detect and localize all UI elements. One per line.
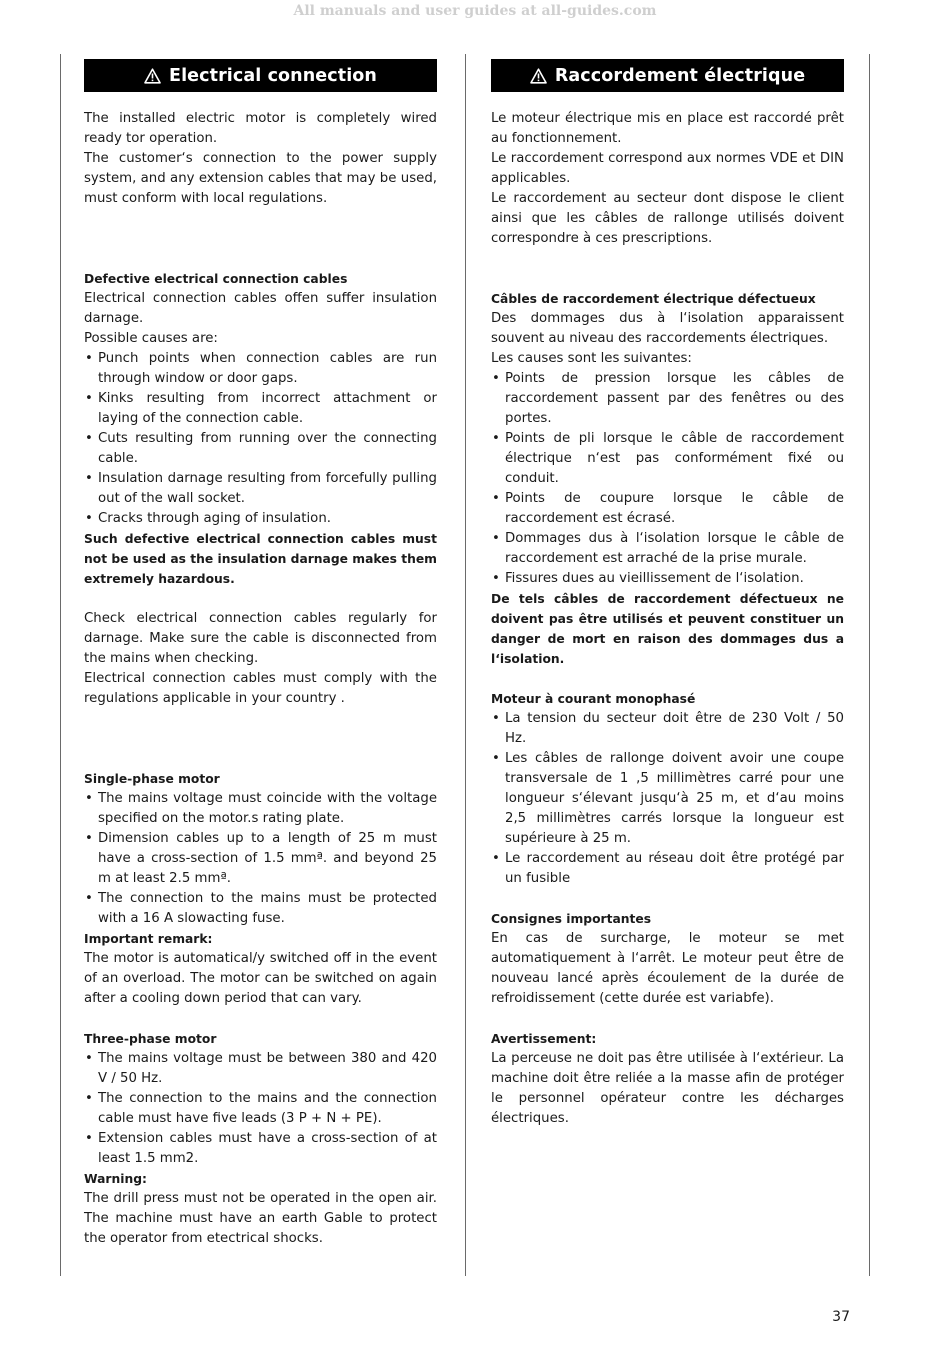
paragraph: The motor is automatical/y switched off in the event of an overload. The motor can be switched on again after a cooling down period that can vary. — [84, 951, 437, 1006]
warning-triangle-icon — [144, 68, 161, 84]
list-item: • Fissures dues au vieillissement de l‘isolation. — [491, 569, 844, 589]
list-item: • Points de coupure lorsque le câble de raccordement est écrasé. — [491, 489, 844, 529]
right-margin-rule — [869, 54, 870, 1276]
list-item: • Insulation darnage resulting from forcefully pulling out of the wall socket. — [84, 469, 437, 509]
section-title: Electrical connection — [169, 65, 377, 86]
list-item: • Cuts resulting from running over the connecting cable. — [84, 429, 437, 469]
paragraph: The installed electric motor is completely wired ready tor operation. — [84, 111, 437, 146]
paragraph: Les causes sont les suivantes: — [491, 351, 692, 366]
three-phase-list — [84, 1049, 437, 1169]
list-item: • La tension du secteur doit être de 230 Volt / 50 Hz. — [491, 709, 844, 749]
subheading-single-phase: Single-phase motor — [84, 772, 220, 786]
bold-warning-paragraph: Such defective electrical connection cables must not be used as the insulation darnage makes them extremely hazardous. — [84, 532, 437, 586]
warning-triangle-icon — [530, 68, 547, 84]
subheading-important-remark: Important remark: — [84, 932, 213, 946]
causes-list — [491, 369, 844, 589]
paragraph: The drill press must not be operated in the open air. The machine must have an earth Gable to protect the operator from etectrical shocks. — [84, 1191, 437, 1246]
list-item: • Points de pli lorsque le câble de raccordement électrique n‘est pas conformément fixé ou conduit. — [491, 429, 844, 489]
paragraph: Check electrical connection cables regularly for darnage. Make sure the cable is disconnected from the mains when checking. — [84, 611, 437, 666]
paragraph: Possible causes are: — [84, 331, 218, 346]
causes-list — [84, 349, 437, 529]
list-item: • The mains voltage must be between 380 and 420 V / 50 Hz. — [84, 1049, 437, 1089]
list-item: • Cracks through aging of insulation. — [84, 509, 437, 529]
list-item: • Le raccordement au réseau doit être protégé par un fusible — [491, 849, 844, 889]
paragraph: Electrical connection cables must comply with the regulations applicable in your country . — [84, 671, 437, 706]
paragraph: Le raccordement correspond aux normes VDE et DIN applicables. — [491, 151, 844, 186]
subheading-warning: Avertissement: — [491, 1032, 597, 1046]
single-phase-list — [491, 709, 844, 889]
list-item: • Dommages dus à l‘isolation lorsque le câble de raccordement est arraché de la prise murale. — [491, 529, 844, 569]
list-item: • Kinks resulting from incorrect attachment or laying of the connection cable. — [84, 389, 437, 429]
subheading-defective-cables: Câbles de raccordement électrique défectueux — [491, 292, 816, 306]
list-item: • Points de pression lorsque les câbles de raccordement passent par des fenêtres ou des portes. — [491, 369, 844, 429]
paragraph: Electrical connection cables offen suffer insulation darnage. — [84, 291, 437, 326]
paragraph: La perceuse ne doit pas être utilisée à l‘extérieur. La machine doit être reliée a la masse afin de protéger le personnel opérateur contre les décharges électriques. — [491, 1051, 844, 1126]
list-item: • Les câbles de rallonge doivent avoir une coupe transversale de 1 ,5 millimètres carré pour une longueur s‘élevant jusqu‘à 25 m, et d‘au moins 2,5 millimètres carrés lorsque la longueur est supérieure à 25 m. — [491, 749, 844, 849]
page-number: 37 — [832, 1309, 850, 1325]
list-item: • Punch points when connection cables are run through window or door gaps. — [84, 349, 437, 389]
single-phase-list — [84, 789, 437, 929]
list-item: • The connection to the mains must be protected with a 16 A slowacting fuse. — [84, 889, 437, 929]
subheading-three-phase: Three-phase motor — [84, 1032, 217, 1046]
list-item: • Extension cables must have a cross-section of at least 1.5 mm2. — [84, 1129, 437, 1169]
paragraph: Le raccordement au secteur dont dispose le client ainsi que les câbles de rallonge utilisés doivent correspondre à ces prescriptions. — [491, 191, 844, 246]
section-title: Raccordement électrique — [554, 65, 806, 86]
paragraph: The customer‘s connection to the power supply system, and any extension cables that may be used, must conform with local regulations. — [84, 151, 437, 206]
paragraph: Des dommages dus à l‘isolation apparaissent souvent au niveau des raccordements électriques. — [491, 311, 844, 346]
list-item: • Dimension cables up to a length of 25 m must have a cross-section of 1.5 mmª. and beyond 25 m at least 2.5 mmª. — [84, 829, 437, 889]
list-item: • The connection to the mains and the connection cable must have five leads (3 P + N + PE). — [84, 1089, 437, 1129]
subheading-warning: Warning: — [84, 1172, 147, 1186]
watermark: All manuals and user guides at all-guides.com — [293, 3, 657, 19]
list-item: • The mains voltage must coincide with the voltage specified on the motor.s rating plate. — [84, 789, 437, 829]
left-margin-rule — [60, 54, 61, 1276]
subheading-defective-cables: Defective electrical connection cables — [84, 272, 348, 286]
french-column — [491, 59, 844, 1129]
paragraph: En cas de surcharge, le moteur se met automatiquement à l‘arrêt. Le moteur peut être de nouveau lancé après écoulement de la durée de refroidissement (cette durée est variabfe). — [491, 931, 844, 1006]
english-column — [84, 59, 437, 1249]
section-banner-en — [84, 59, 437, 92]
section-banner-fr — [491, 59, 844, 92]
center-column-rule — [465, 54, 466, 1276]
subheading-important-remark: Consignes importantes — [491, 912, 652, 926]
paragraph: Le moteur électrique mis en place est raccordé prêt au fonctionnement. — [491, 111, 844, 146]
bold-warning-paragraph: De tels câbles de raccordement défectueux ne doivent pas être utilisés et peuvent constituer un danger de mort en raison des dommages dus a l‘isolation. — [491, 592, 844, 666]
subheading-single-phase: Moteur à courant monophasé — [491, 692, 696, 706]
